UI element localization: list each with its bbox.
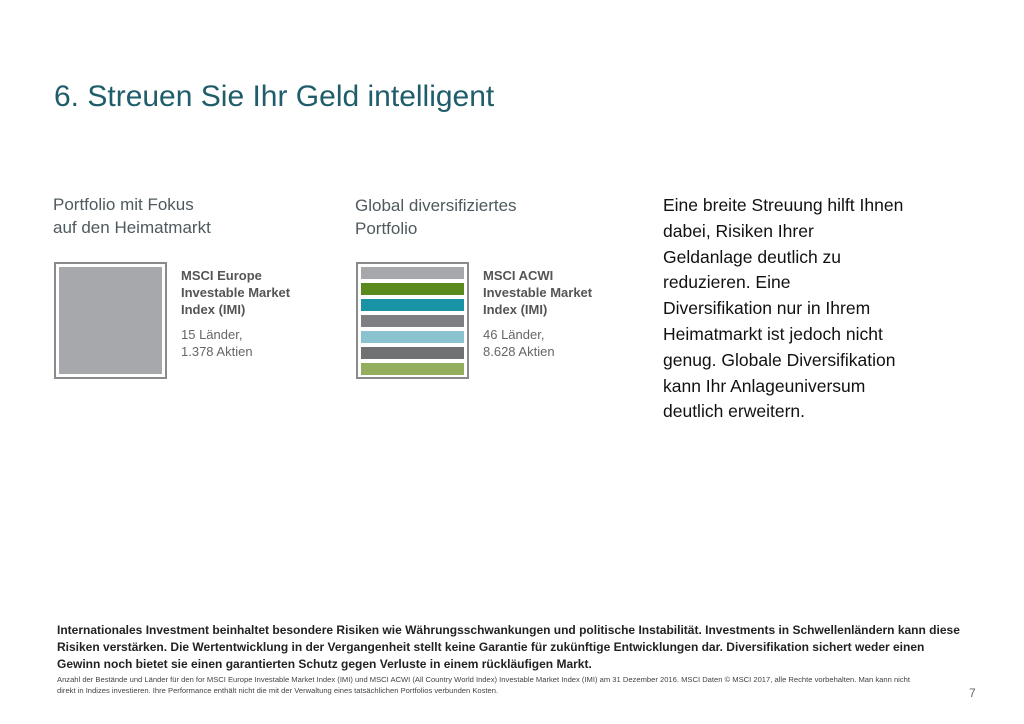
- index-stats: [181, 326, 290, 360]
- explanation-line: genug. Globale Diversifikation: [663, 349, 896, 370]
- page-number: 7: [969, 686, 976, 700]
- index-stats-line: 15 Länder,: [181, 327, 243, 342]
- home-market-portfolio-heading: [53, 193, 211, 239]
- region-stripe-5: [361, 331, 464, 343]
- index-name-line: MSCI Europe: [181, 268, 262, 283]
- region-stripe-3: [361, 299, 464, 311]
- footnote-line: direkt in Indizes investieren. Ihre Performance enthält nicht die mit der Verwaltung eines tatsächlichen Portfolios verbunden Kosten.: [57, 686, 499, 695]
- heading-line: Portfolio: [355, 219, 418, 238]
- index-name-line: Investable Market: [483, 285, 593, 300]
- disclaimer-line: Risiken verstärken. Die Wertentwicklung in der Vergangenheit stellt keine Garantie für zukünftige Entwicklungen dar. Diversifikation sichert weder einen: [57, 640, 925, 654]
- index-name-line: MSCI ACWI: [483, 268, 554, 283]
- region-stripe-7: [361, 363, 464, 375]
- explanation-line: deutlich erweitern.: [663, 401, 806, 422]
- diversification-explanation: [663, 193, 903, 425]
- index-stats: [483, 326, 592, 360]
- explanation-line: dabei, Risiken Ihrer: [663, 220, 814, 241]
- index-name-line: Investable Market: [181, 285, 291, 300]
- region-stripe-1: [361, 267, 464, 279]
- explanation-line: Diversifikation nur in Ihrem: [663, 298, 871, 319]
- index-name: [483, 267, 592, 318]
- global-portfolio-heading: [355, 194, 517, 240]
- index-name-line: Index (IMI): [181, 302, 246, 317]
- heading-line: auf den Heimatmarkt: [53, 218, 211, 237]
- index-stats-line: 8.628 Aktien: [483, 344, 555, 359]
- source-footnote: [57, 674, 977, 696]
- index-name: [181, 267, 290, 318]
- single-region-block: [59, 267, 162, 374]
- region-stripe-2: [361, 283, 464, 295]
- explanation-line: Geldanlage deutlich zu: [663, 246, 842, 267]
- disclaimer-line: Gewinn noch bietet sie einen garantierten Schutz gegen Verluste in einem rückläufigen Markt.: [57, 657, 592, 671]
- msci-acwi-index-info: [483, 267, 592, 360]
- explanation-line: Heimatmarkt ist jedoch nicht: [663, 323, 883, 344]
- risk-disclaimer: [57, 622, 977, 673]
- region-stripe-6: [361, 347, 464, 359]
- global-portfolio-graphic: [356, 262, 469, 379]
- heading-line: Portfolio mit Fokus: [53, 195, 194, 214]
- heading-line: Global diversifiziertes: [355, 196, 517, 215]
- disclaimer-line: Internationales Investment beinhaltet besondere Risiken wie Währungsschwankungen und politische Instabilität. Investments in Schwellenländern kann diese: [57, 623, 960, 637]
- footnote-line: Anzahl der Bestände und Länder für den for MSCI Europe Investable Market Index (IMI) und MSCI ACWI (All Country World Index) Investable Market Index (IMI) am 31 Dezember 2016. MSCI Daten © MSCI 2017, alle Rechte vorbehalten. Man kann nicht: [57, 675, 910, 684]
- explanation-line: kann Ihr Anlageuniversum: [663, 375, 866, 396]
- index-name-line: Index (IMI): [483, 302, 548, 317]
- page-title: 6. Streuen Sie Ihr Geld intelligent: [54, 80, 495, 113]
- index-stats-line: 46 Länder,: [483, 327, 545, 342]
- region-stripe-4: [361, 315, 464, 327]
- explanation-line: Eine breite Streuung hilft Ihnen: [663, 195, 904, 215]
- msci-europe-index-info: [181, 267, 290, 360]
- index-stats-line: 1.378 Aktien: [181, 344, 253, 359]
- explanation-line: reduzieren. Eine: [663, 272, 791, 293]
- home-market-portfolio-graphic: [54, 262, 167, 379]
